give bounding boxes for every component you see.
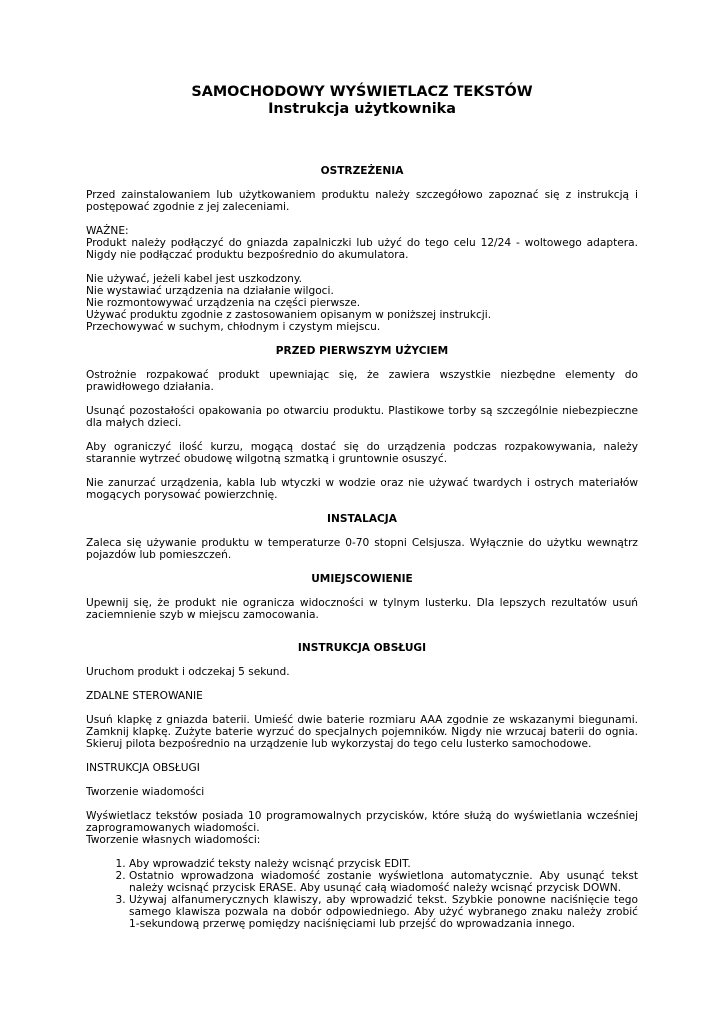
warnings-heading: OSTRZEŻENIA	[320, 165, 404, 177]
important-text: Produkt należy podłączyć do gniazda zapalniczki lub użyć do tego celu 12/24 - woltowego adaptera. Nigdy nie podłączać produktu bezpośrednio do akumulatora.	[86, 237, 638, 261]
step-item: 1. Aby wprowadzić teksty należy wcisnąć przycisk EDIT.	[129, 858, 638, 870]
document-subtitle: Instrukcja użytkownika	[268, 101, 456, 117]
document-title: SAMOCHODOWY WYŚWIETLACZ TEKSTÓW	[191, 84, 533, 100]
warnings-intro: Przed zainstalowaniem lub użytkowaniem produktu należy szczegółowo zapoznać się z instrukcją i postępować zgodnie z jej zaleceniami.	[86, 189, 638, 213]
document-page	[86, 84, 638, 930]
before-first-use-paragraph: Ostrożnie rozpakować produkt upewniając się, że zawiera wszystkie niezbędne elementy do prawidłowego działania.	[86, 369, 638, 393]
remote-heading: ZDALNE STEROWANIE	[86, 690, 203, 702]
operation-start: Uruchom produkt i odczekaj 5 sekund.	[86, 666, 290, 678]
creating-intro-block	[86, 810, 638, 846]
remote-text: Usuń klapkę z gniazda baterii. Umieść dwie baterie rozmiaru AAA zgodnie ze wskazanymi biegunami. Zamknij klapkę. Zużyte baterie wyrzuć do specjalnych pojemników. Nigdy nie wrzucaj baterii do ognia. Skieruj pilota bezpośrednio na urządzenie lub wykorzystaj do tego celu lusterko samochodowe.	[86, 714, 638, 750]
installation-text: Zaleca się używanie produktu w temperaturze 0-70 stopni Celsjusza. Wyłącznie do użytku wewnątrz pojazdów lub pomieszczeń.	[86, 537, 638, 561]
warning-rule: Przechowywać w suchym, chłodnym i czystym miejscu.	[86, 321, 381, 333]
step-item: 2. Ostatnio wprowadzona wiadomość zostanie wyświetlona automatycznie. Aby usunąć tekst należy wcisnąć przycisk ERASE. Aby usunąć całą wiadomość należy wcisnąć przycisk DOWN.	[129, 870, 638, 894]
warning-rule: Nie używać, jeżeli kabel jest uszkodzony.	[86, 273, 302, 285]
warning-rule: Nie rozmontowywać urządzenia na części pierwsze.	[86, 297, 361, 309]
before-first-use-paragraph: Nie zanurzać urządzenia, kabla lub wtyczki w wodzie oraz nie używać twardych i ostrych materiałów mogących porysować powierzchnię.	[86, 477, 638, 501]
warning-rules	[86, 273, 638, 333]
important-label: WAŻNE:	[86, 225, 129, 237]
operation-heading: INSTRUKCJA OBSŁUGI	[297, 642, 427, 654]
placement-text: Upewnij się, że produkt nie ogranicza widoczności w tylnym lusterku. Dla lepszych rezultatów usuń zaciemnienie szyb w miejscu zamocowania.	[86, 597, 638, 621]
before-first-use-paragraph: Usunąć pozostałości opakowania po otwarciu produktu. Plastikowe torby są szczególnie niebezpieczne dla małych dzieci.	[86, 405, 638, 429]
installation-heading: INSTALACJA	[327, 513, 397, 525]
before-first-use-heading: PRZED PIERWSZYM UŻYCIEM	[275, 345, 449, 357]
step-item: 3. Używaj alfanumerycznych klawiszy, aby wprowadzić tekst. Szybkie ponowne naciśnięcie tego samego klawisza pozwala na dobór odpowiedniego. Aby użyć wybranego znaku należy zrobić 1-sekundową przerwę pomiędzy naciśnięciami lub przejść do wprowadzania innego.	[129, 894, 638, 930]
creating-own: Tworzenie własnych wiadomości:	[86, 834, 261, 846]
before-first-use-paragraph: Aby ograniczyć ilość kurzu, mogącą dostać się do urządzenia podczas rozpakowywania, należy starannie wytrzeć obudowę wilgotną szmatką i gruntownie osuszyć.	[86, 441, 638, 465]
creating-intro: Wyświetlacz tekstów posiada 10 programowalnych przycisków, które służą do wyświetlania wcześniej zaprogramowanych wiadomości.	[86, 810, 638, 834]
warning-rule: Nie wystawiać urządzenia na działanie wilgoci.	[86, 285, 334, 297]
steps-list	[86, 858, 638, 930]
warning-rule: Używać produktu zgodnie z zastosowaniem opisanym w poniższej instrukcji.	[86, 309, 492, 321]
placement-heading: UMIEJSCOWIENIE	[311, 573, 413, 585]
operation-subheading: INSTRUKCJA OBSŁUGI	[86, 762, 200, 774]
important-block	[86, 225, 638, 261]
creating-heading: Tworzenie wiadomości	[86, 786, 205, 798]
